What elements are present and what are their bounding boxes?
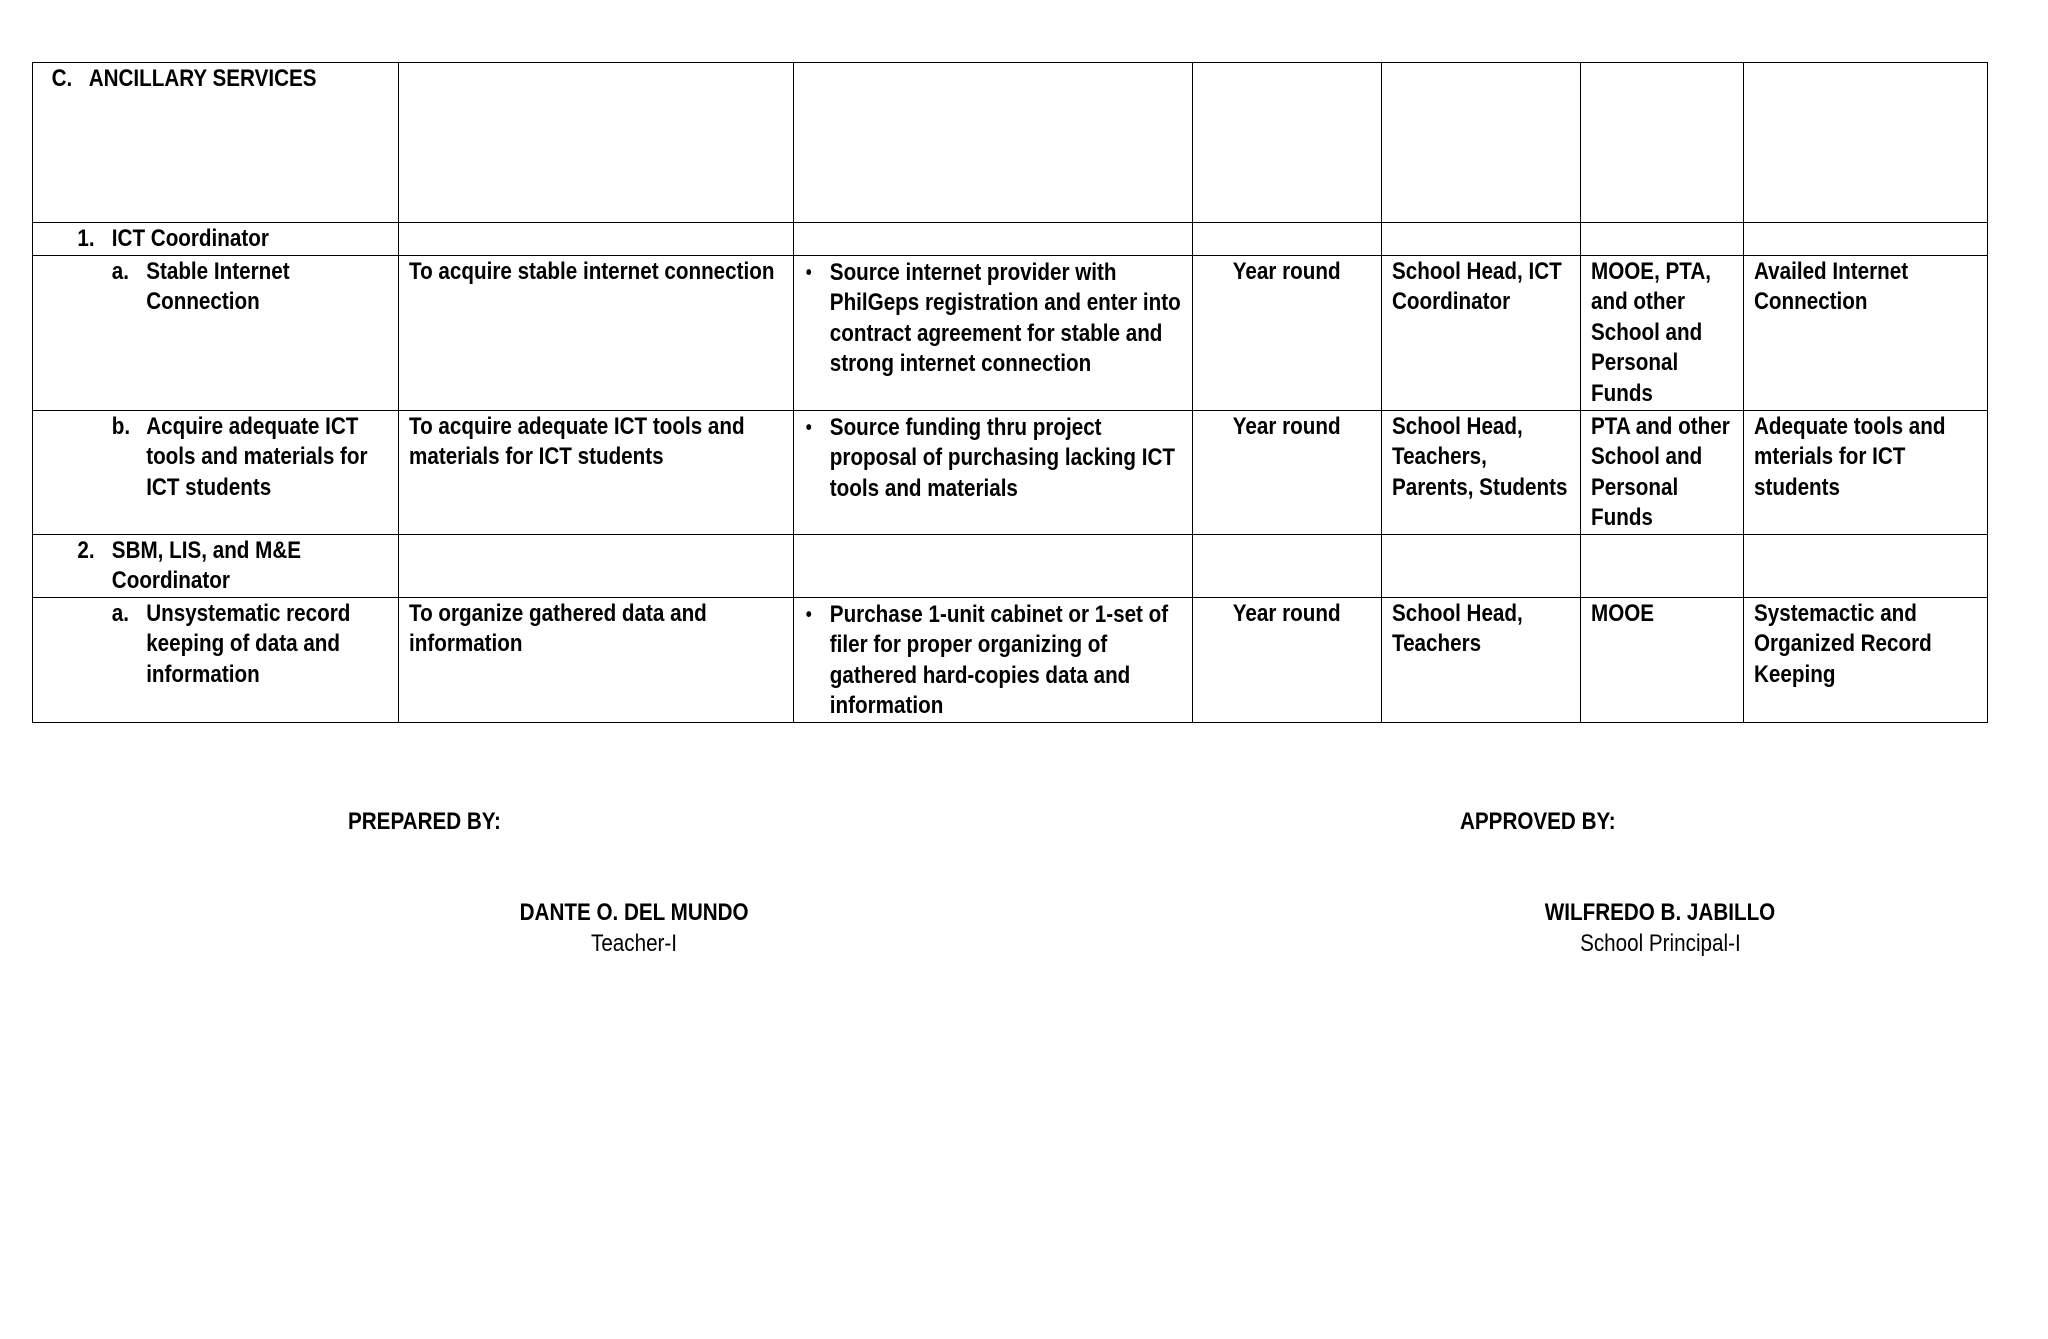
concern-cell xyxy=(33,597,399,722)
empty-cell xyxy=(1382,223,1581,256)
empty-cell xyxy=(1581,223,1744,256)
resources-cell xyxy=(1581,255,1744,410)
strategy-cell xyxy=(794,410,1193,534)
objective-cell xyxy=(399,597,794,722)
concern-text: Stable Internet Connection xyxy=(146,257,290,315)
action-plan-table xyxy=(32,62,1988,723)
empty-cell xyxy=(1581,63,1744,223)
section-row xyxy=(33,63,1988,223)
objective-text: To organize gathered data and information xyxy=(409,599,707,657)
item-letter: b. xyxy=(111,412,131,440)
empty-cell xyxy=(1744,534,1988,597)
timeframe-text: Year round xyxy=(1233,599,1341,627)
outcome-cell xyxy=(1744,255,1988,410)
timeframe-cell xyxy=(1193,410,1382,534)
persons-text: School Head, Teachers xyxy=(1392,599,1523,657)
persons-text: School Head, Teachers, Parents, Students xyxy=(1392,412,1568,501)
outcome-cell xyxy=(1744,410,1988,534)
category-row xyxy=(33,223,1988,256)
timeframe-text: Year round xyxy=(1233,257,1341,285)
prepared-by-label: PREPARED BY: xyxy=(348,808,501,835)
resources-text: PTA and other School and Personal Funds xyxy=(1591,412,1730,531)
empty-cell xyxy=(1744,223,1988,256)
empty-cell xyxy=(1193,223,1382,256)
table-row xyxy=(33,597,1988,722)
prepared-by-name: DANTE O. DEL MUNDO xyxy=(519,899,749,926)
concern-text: Acquire adequate ICT tools and materials for ICT students xyxy=(146,412,368,501)
strategy-text: Source internet provider with PhilGeps registration and enter into contract agreement for stable and strong internet connection xyxy=(829,258,1181,377)
concern-text: Unsystematic record keeping of data and information xyxy=(146,599,351,688)
category-title: ICT Coordinator xyxy=(111,225,269,252)
strategy-cell xyxy=(794,597,1193,722)
empty-cell xyxy=(794,534,1193,597)
empty-cell xyxy=(794,63,1193,223)
empty-cell xyxy=(794,223,1193,256)
resources-cell xyxy=(1581,410,1744,534)
concern-cell xyxy=(33,255,399,410)
empty-cell xyxy=(399,534,794,597)
empty-cell xyxy=(1193,534,1382,597)
category-row xyxy=(33,534,1988,597)
strategy-cell xyxy=(794,255,1193,410)
empty-cell xyxy=(1193,63,1382,223)
empty-cell xyxy=(1744,63,1988,223)
category-number: 2. xyxy=(77,536,95,564)
empty-cell xyxy=(399,63,794,223)
section-letter: C. xyxy=(51,65,73,92)
approved-by-label: APPROVED BY: xyxy=(1460,808,1616,835)
category-title: SBM, LIS, and M&E Coordinator xyxy=(111,536,302,594)
category-number: 1. xyxy=(77,225,95,252)
empty-cell xyxy=(1382,63,1581,223)
empty-cell xyxy=(1581,534,1744,597)
persons-text: School Head, ICT Coordinator xyxy=(1392,257,1562,315)
outcome-text: Adequate tools and mterials for ICT students xyxy=(1754,412,1946,501)
category-cell xyxy=(33,534,399,597)
strategy-text: Source funding thru project proposal of purchasing lacking ICT tools and materials xyxy=(829,413,1175,502)
objective-text: To acquire stable internet connection xyxy=(409,257,775,285)
table-row xyxy=(33,255,1988,410)
empty-cell xyxy=(399,223,794,256)
bullet-icon: • xyxy=(805,416,812,439)
resources-text: MOOE, PTA, and other School and Personal Funds xyxy=(1591,257,1712,407)
timeframe-cell xyxy=(1193,255,1382,410)
persons-cell xyxy=(1382,410,1581,534)
approved-by-title: School Principal-I xyxy=(1579,930,1741,957)
bullet-icon: • xyxy=(805,603,812,626)
timeframe-text: Year round xyxy=(1233,412,1341,440)
table-row xyxy=(33,410,1988,534)
item-letter: a. xyxy=(111,257,130,285)
objective-cell xyxy=(399,255,794,410)
resources-text: MOOE xyxy=(1591,599,1655,627)
objective-text: To acquire adequate ICT tools and materials for ICT students xyxy=(409,412,745,470)
persons-cell xyxy=(1382,597,1581,722)
section-cell xyxy=(33,63,399,223)
item-letter: a. xyxy=(111,599,130,627)
category-cell xyxy=(33,223,399,256)
persons-cell xyxy=(1382,255,1581,410)
section-title: ANCILLARY SERVICES xyxy=(88,65,317,92)
outcome-text: Availed Internet Connection xyxy=(1754,257,1909,315)
outcome-text: Systemactic and Organized Record Keeping xyxy=(1754,599,1932,688)
bullet-icon: • xyxy=(805,261,812,284)
approved-by-name: WILFREDO B. JABILLO xyxy=(1544,899,1776,926)
objective-cell xyxy=(399,410,794,534)
concern-cell xyxy=(33,410,399,534)
empty-cell xyxy=(1382,534,1581,597)
timeframe-cell xyxy=(1193,597,1382,722)
strategy-text: Purchase 1-unit cabinet or 1-set of filer for proper organizing of gathered hard-copies data and information xyxy=(829,600,1169,719)
resources-cell xyxy=(1581,597,1744,722)
outcome-cell xyxy=(1744,597,1988,722)
prepared-by-title: Teacher-I xyxy=(590,930,678,957)
